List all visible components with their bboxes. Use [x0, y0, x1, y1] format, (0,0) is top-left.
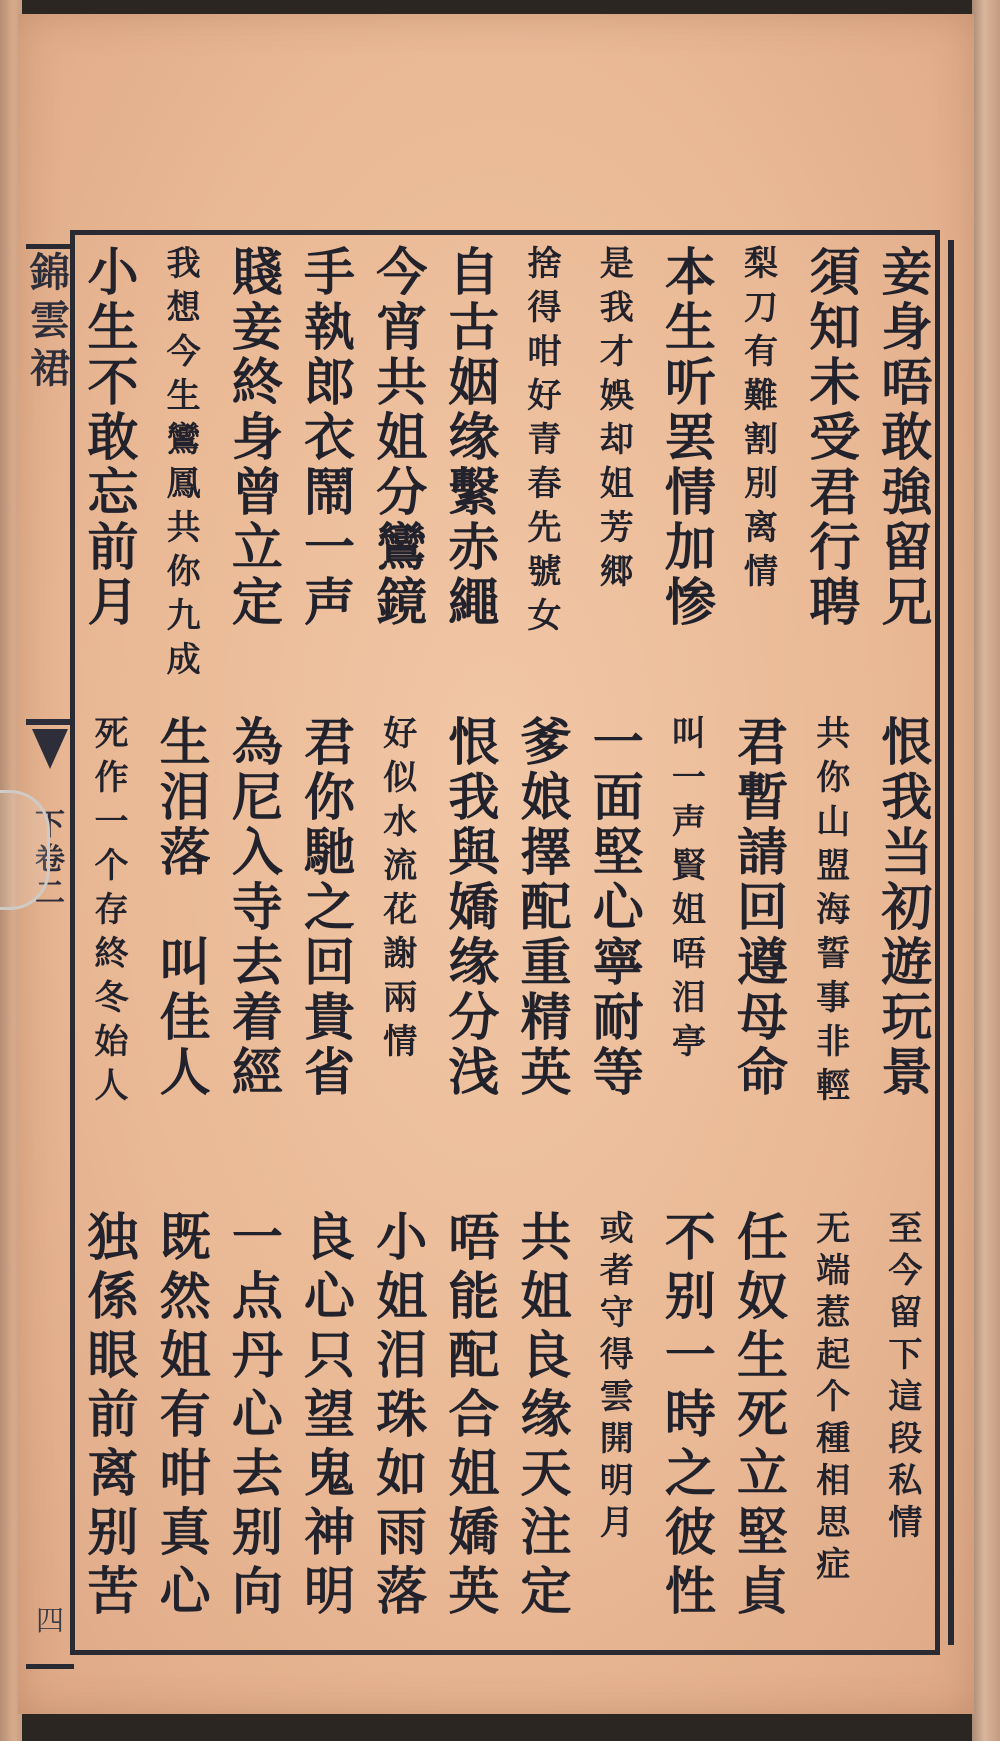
frame-double-rule: [948, 240, 954, 1645]
verse-column: 本生听罢情加惨: [655, 245, 716, 630]
verse-column: 共你山盟海誓事非輕: [809, 715, 850, 1111]
verse-column: 恨我当初遊玩景: [871, 715, 932, 1100]
verse-column: 妾身唔敢強留兄: [871, 245, 932, 630]
verse-column: 自古姻缘繫赤繩: [438, 245, 499, 630]
verse-column: 手執郎衣鬧一声: [294, 245, 355, 630]
verse-column: 君暫請回遵母命: [727, 715, 788, 1100]
verse-column: 既然姐有咁真心: [150, 1210, 211, 1623]
verse-column: 无端惹起个種相思症: [809, 1210, 850, 1588]
verse-column: 捨得咁好青春先號女: [521, 245, 562, 641]
verse-column: 爹娘擇配重精英: [511, 715, 572, 1100]
verse-column: 恨我與嬌缘分浅: [438, 715, 499, 1100]
middle-verse-band: [75, 715, 935, 1135]
verse-column: 良心只望鬼神明: [294, 1210, 355, 1623]
verse-column: 為尼入寺去着經: [222, 715, 283, 1100]
verse-column: 共姐良缘天注定: [511, 1210, 572, 1623]
verse-column: 好似水流花謝兩情: [376, 715, 417, 1067]
fishtail-mark-icon: [32, 729, 68, 769]
gutter-title-char: 錦: [30, 249, 70, 296]
verse-column: 叫一声賢姐唔泪亭: [665, 715, 706, 1067]
verse-column: 我想今生鸞鳳共你九成: [160, 245, 201, 685]
gutter-title: [28, 249, 72, 509]
verse-column: 須知未受君行聘: [799, 245, 860, 630]
verse-column: 一点丹心去别向: [222, 1210, 283, 1623]
verse-column: 生泪落 叫佳人: [150, 715, 211, 1100]
verse-column: 唔能配合姐嬌英: [438, 1210, 499, 1623]
verse-column: 独係眼前离别苦: [78, 1210, 138, 1623]
verse-column: 是我才娛却姐芳郷: [593, 245, 634, 597]
verse-column: 今宵共姐分鸞鏡: [366, 245, 427, 630]
book-right-edge: [972, 0, 1000, 1741]
gutter-volume-char: 卷: [35, 842, 65, 877]
verse-column: 小生不敢忘前月: [78, 245, 138, 630]
gutter-title-char: 雲: [30, 297, 70, 344]
verse-column: 小姐泪珠如雨落: [366, 1210, 427, 1623]
verse-column: 賤妾終身曾立定: [222, 245, 283, 630]
verse-column: 君你馳之回貴省: [294, 715, 355, 1100]
verse-column: 死作一个存終冬始人: [88, 715, 128, 1111]
gutter-volume-char: 下: [35, 808, 65, 843]
page-gutter: [26, 244, 74, 1669]
gutter-title-char: 裙: [30, 345, 70, 392]
lower-verse-band: [75, 1210, 935, 1640]
binding-clip: [0, 790, 50, 910]
verse-column: 至今留下這段私情: [881, 1210, 922, 1546]
verse-column: 梨刀有難割別离情: [737, 245, 778, 597]
verse-column: 一面堅心寧耐等: [583, 715, 644, 1100]
gutter-volume-char: 二: [35, 876, 65, 911]
page-number: 四: [35, 1604, 64, 1637]
upper-verse-band: [75, 245, 935, 685]
fishtail-bar: [26, 719, 74, 725]
verse-column: 任奴生死立堅貞: [727, 1210, 788, 1623]
verse-column: 不别一時之彼性: [655, 1210, 716, 1623]
verse-column: 或者守得雲開明月: [593, 1210, 634, 1546]
